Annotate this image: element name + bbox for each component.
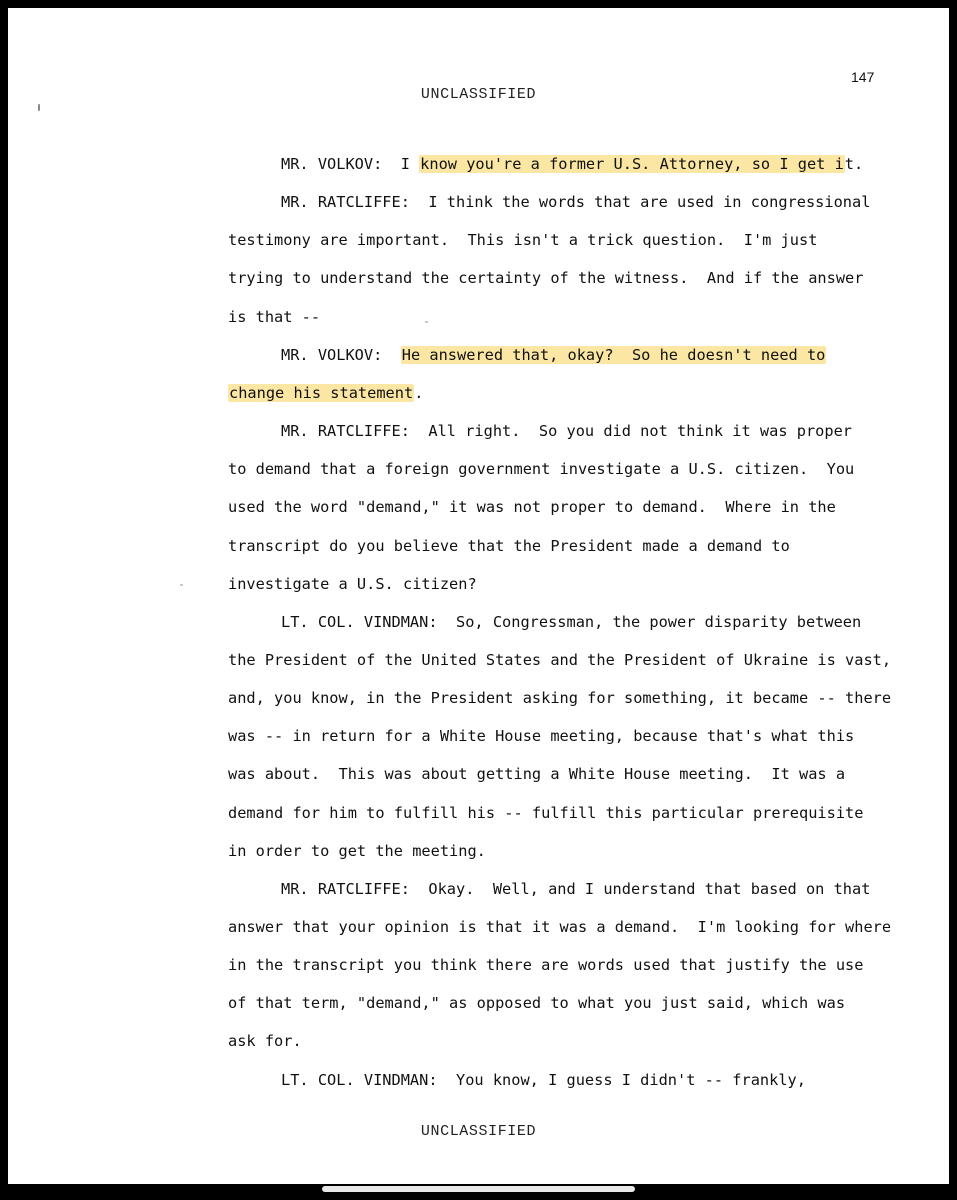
line-text: ask for. bbox=[228, 1032, 302, 1050]
line-text: to demand that a foreign government investigate a U.S. citizen. You bbox=[228, 460, 855, 478]
home-indicator[interactable] bbox=[322, 1186, 635, 1192]
transcript-line bbox=[228, 801, 888, 825]
line-text: and, you know, in the President asking for something, it became -- there bbox=[228, 689, 892, 707]
page-number: 147 bbox=[851, 69, 875, 85]
line-text: in the transcript you think there are words used that justify the use bbox=[228, 956, 864, 974]
line-text: testimony are important. This isn't a trick question. I'm just bbox=[228, 231, 818, 249]
transcript-page bbox=[8, 8, 949, 1184]
line-text: is that -- bbox=[228, 308, 321, 326]
transcript-line bbox=[228, 724, 888, 748]
transcript-line bbox=[228, 572, 888, 596]
transcript-line bbox=[281, 877, 941, 901]
transcript-line bbox=[228, 266, 888, 290]
line-text: used the word "demand," it was not proper to demand. Where in the bbox=[228, 498, 836, 516]
line-text: I think the words that are used in congressional bbox=[428, 193, 871, 211]
line-text: transcript do you believe that the President made a demand to bbox=[228, 537, 790, 555]
line-text: You know, I guess I didn't -- frankly, bbox=[455, 1071, 806, 1089]
line-text: Okay. Well, and I understand that based on that bbox=[428, 880, 871, 898]
line-text: . bbox=[414, 384, 424, 402]
transcript-line bbox=[228, 457, 888, 481]
transcript-line bbox=[228, 305, 888, 329]
speaker-label: MR. RATCLIFFE: bbox=[281, 422, 429, 440]
transcript-line bbox=[281, 1068, 941, 1092]
transcript-line bbox=[228, 1029, 888, 1053]
line-text: answer that your opinion is that it was a demand. I'm looking for where bbox=[228, 918, 892, 936]
transcript-line bbox=[228, 534, 888, 558]
speaker-label: MR. RATCLIFFE: bbox=[281, 193, 429, 211]
line-text: So, Congressman, the power disparity between bbox=[455, 613, 862, 631]
line-text: All right. So you did not think it was proper bbox=[428, 422, 852, 440]
transcript-line bbox=[228, 762, 888, 786]
transcript-line bbox=[228, 839, 888, 863]
transcript-line bbox=[228, 228, 888, 252]
transcript-line bbox=[281, 419, 941, 443]
classification-footer: UNCLASSIFIED bbox=[420, 1123, 537, 1140]
line-text: in order to get the meeting. bbox=[228, 842, 486, 860]
transcript-line bbox=[228, 953, 888, 977]
line-text: the President of the United States and the President of Ukraine is vast, bbox=[228, 651, 892, 669]
line-text: was about. This was about getting a White House meeting. It was a bbox=[228, 765, 846, 783]
transcript-line bbox=[228, 648, 892, 672]
margin-mark bbox=[38, 104, 40, 111]
line-text: I bbox=[400, 155, 420, 173]
speaker-label: MR. VOLKOV: bbox=[281, 346, 401, 364]
speaker-label: MR. RATCLIFFE: bbox=[281, 880, 429, 898]
transcript-line bbox=[281, 190, 941, 214]
line-text: investigate a U.S. citizen? bbox=[228, 575, 477, 593]
transcript-line bbox=[228, 991, 888, 1015]
transcript-line bbox=[228, 381, 888, 405]
transcript-line bbox=[281, 610, 941, 634]
highlighted-text: change his statement bbox=[229, 384, 414, 402]
transcript-line bbox=[228, 686, 892, 710]
transcript-line bbox=[228, 915, 892, 939]
line-text: was -- in return for a White House meeting, because that's what this bbox=[228, 727, 855, 745]
line-text: demand for him to fulfill his -- fulfill this particular prerequisite bbox=[228, 804, 864, 822]
transcript-line bbox=[281, 152, 941, 176]
speaker-label: LT. COL. VINDMAN: bbox=[281, 613, 456, 631]
scan-speck bbox=[180, 584, 183, 586]
classification-header: UNCLASSIFIED bbox=[420, 86, 537, 103]
line-text: trying to understand the certainty of the witness. And if the answer bbox=[228, 269, 864, 287]
highlighted-text: know you're a former U.S. Attorney, so I get i bbox=[420, 155, 844, 173]
transcript-line bbox=[281, 343, 941, 367]
speaker-label: LT. COL. VINDMAN: bbox=[281, 1071, 456, 1089]
speaker-label: MR. VOLKOV: bbox=[281, 155, 401, 173]
transcript-line bbox=[228, 495, 888, 519]
highlighted-text: He answered that, okay? So he doesn't need to bbox=[401, 346, 826, 364]
line-text: t. bbox=[844, 155, 864, 173]
line-text: of that term, "demand," as opposed to what you just said, which was bbox=[228, 994, 846, 1012]
